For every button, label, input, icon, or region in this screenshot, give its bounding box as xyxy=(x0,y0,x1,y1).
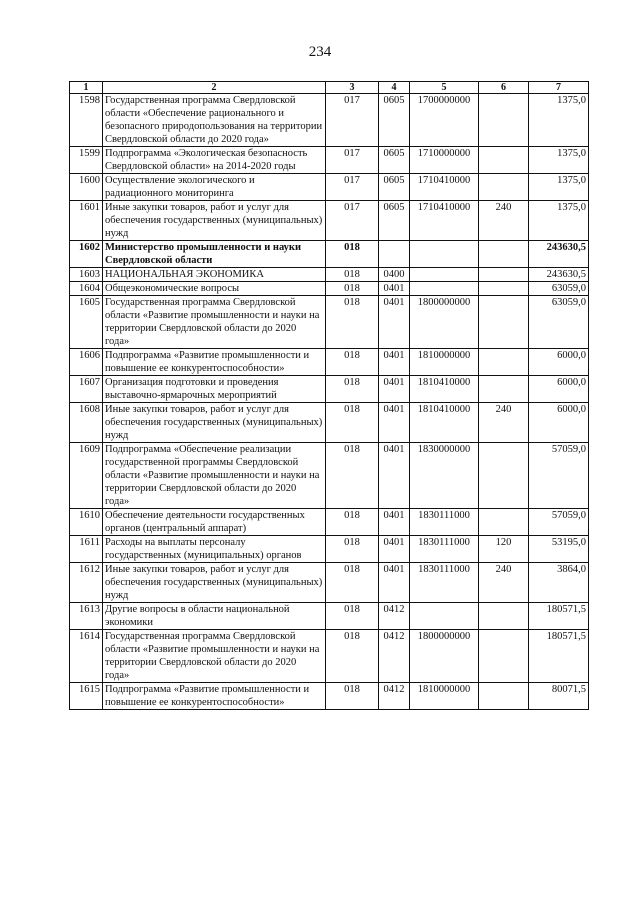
section-code-cell: 0401 xyxy=(379,376,410,403)
row-number-cell: 1611 xyxy=(70,536,103,563)
amount-cell: 57059,0 xyxy=(529,443,589,509)
table-row xyxy=(70,563,589,603)
ministry-code-cell: 017 xyxy=(326,201,379,241)
expense-type-cell xyxy=(479,683,529,710)
row-number-cell: 1604 xyxy=(70,282,103,296)
table-row xyxy=(70,296,589,349)
row-number-cell: 1603 xyxy=(70,268,103,282)
amount-cell: 180571,5 xyxy=(529,603,589,630)
row-name-cell: Организация подготовки и проведения выставочно-ярмарочных мероприятий xyxy=(103,376,326,403)
expense-type-cell: 120 xyxy=(479,536,529,563)
target-article-cell xyxy=(410,241,479,268)
ministry-code-cell: 018 xyxy=(326,630,379,683)
ministry-code-cell: 018 xyxy=(326,509,379,536)
target-article-cell: 1810000000 xyxy=(410,683,479,710)
target-article-cell: 1710410000 xyxy=(410,174,479,201)
expense-type-cell xyxy=(479,268,529,282)
row-number-cell: 1612 xyxy=(70,563,103,603)
ministry-code-cell: 018 xyxy=(326,603,379,630)
amount-cell: 53195,0 xyxy=(529,536,589,563)
section-code-cell: 0401 xyxy=(379,443,410,509)
expense-type-cell xyxy=(479,174,529,201)
amount-cell: 1375,0 xyxy=(529,94,589,147)
row-name-cell: Подпрограмма «Развитие промышленности и повышение ее конкурентоспособности» xyxy=(103,349,326,376)
table-row xyxy=(70,147,589,174)
row-name-cell: Иные закупки товаров, работ и услуг для обеспечения государственных (муниципальных) нужд xyxy=(103,403,326,443)
row-number-cell: 1602 xyxy=(70,241,103,268)
ministry-code-cell: 018 xyxy=(326,282,379,296)
expense-type-cell xyxy=(479,241,529,268)
expense-type-cell xyxy=(479,443,529,509)
amount-cell: 243630,5 xyxy=(529,268,589,282)
amount-cell: 180571,5 xyxy=(529,630,589,683)
section-code-cell: 0605 xyxy=(379,174,410,201)
target-article-cell xyxy=(410,268,479,282)
row-number-cell: 1605 xyxy=(70,296,103,349)
row-name-cell: Подпрограмма «Обеспечение реализации государственной программы Свердловской области «Развитие промышленности и науки на территории Свердловской области до 2020 года» xyxy=(103,443,326,509)
amount-cell: 80071,5 xyxy=(529,683,589,710)
target-article-cell: 1810410000 xyxy=(410,376,479,403)
row-number-cell: 1609 xyxy=(70,443,103,509)
expense-type-cell xyxy=(479,94,529,147)
expense-type-cell xyxy=(479,147,529,174)
ministry-code-cell: 018 xyxy=(326,536,379,563)
section-code-cell: 0605 xyxy=(379,147,410,174)
target-article-cell: 1830000000 xyxy=(410,443,479,509)
ministry-code-cell: 018 xyxy=(326,296,379,349)
column-header: 3 xyxy=(326,82,379,94)
expense-type-cell xyxy=(479,296,529,349)
table-row xyxy=(70,282,589,296)
amount-cell: 6000,0 xyxy=(529,376,589,403)
row-name-cell: Обеспечение деятельности государственных органов (центральный аппарат) xyxy=(103,509,326,536)
column-header: 7 xyxy=(529,82,589,94)
section-code-cell: 0412 xyxy=(379,683,410,710)
section-code-cell: 0401 xyxy=(379,403,410,443)
target-article-cell: 1700000000 xyxy=(410,94,479,147)
expense-type-cell xyxy=(479,349,529,376)
ministry-code-cell: 018 xyxy=(326,268,379,282)
table-row xyxy=(70,376,589,403)
row-number-cell: 1615 xyxy=(70,683,103,710)
target-article-cell: 1710000000 xyxy=(410,147,479,174)
ministry-code-cell: 017 xyxy=(326,174,379,201)
target-article-cell: 1830111000 xyxy=(410,509,479,536)
column-header: 6 xyxy=(479,82,529,94)
page-number: 234 xyxy=(308,44,332,60)
table-body xyxy=(70,94,589,710)
row-name-cell: Иные закупки товаров, работ и услуг для обеспечения государственных (муниципальных) нужд xyxy=(103,201,326,241)
budget-table xyxy=(69,81,589,710)
target-article-cell: 1810000000 xyxy=(410,349,479,376)
row-number-cell: 1614 xyxy=(70,630,103,683)
section-code-cell: 0401 xyxy=(379,563,410,603)
target-article-cell xyxy=(410,603,479,630)
table-row xyxy=(70,509,589,536)
amount-cell: 243630,5 xyxy=(529,241,589,268)
row-number-cell: 1601 xyxy=(70,201,103,241)
section-code-cell: 0401 xyxy=(379,536,410,563)
row-name-cell: Расходы на выплаты персоналу государственных (муниципальных) органов xyxy=(103,536,326,563)
row-number-cell: 1598 xyxy=(70,94,103,147)
column-header: 2 xyxy=(103,82,326,94)
amount-cell: 6000,0 xyxy=(529,403,589,443)
table-row xyxy=(70,174,589,201)
ministry-code-cell: 018 xyxy=(326,241,379,268)
section-code-cell: 0401 xyxy=(379,282,410,296)
target-article-cell xyxy=(410,282,479,296)
ministry-code-cell: 018 xyxy=(326,563,379,603)
ministry-code-cell: 018 xyxy=(326,349,379,376)
target-article-cell: 1810410000 xyxy=(410,403,479,443)
column-header: 1 xyxy=(70,82,103,94)
ministry-code-cell: 018 xyxy=(326,376,379,403)
table-row xyxy=(70,443,589,509)
section-code-cell: 0400 xyxy=(379,268,410,282)
expense-type-cell xyxy=(479,630,529,683)
amount-cell: 57059,0 xyxy=(529,509,589,536)
amount-cell: 3864,0 xyxy=(529,563,589,603)
header-row xyxy=(70,82,589,94)
table-row xyxy=(70,683,589,710)
table-row xyxy=(70,201,589,241)
section-code-cell: 0412 xyxy=(379,630,410,683)
row-number-cell: 1613 xyxy=(70,603,103,630)
ministry-code-cell: 018 xyxy=(326,443,379,509)
column-header: 5 xyxy=(410,82,479,94)
row-name-cell: Подпрограмма «Развитие промышленности и повышение ее конкурентоспособности» xyxy=(103,683,326,710)
expense-type-cell xyxy=(479,376,529,403)
expense-type-cell: 240 xyxy=(479,403,529,443)
row-name-cell: Государственная программа Свердловской области «Развитие промышленности и науки на территории Свердловской области до 2020 года» xyxy=(103,296,326,349)
target-article-cell: 1830111000 xyxy=(410,563,479,603)
expense-type-cell: 240 xyxy=(479,563,529,603)
row-number-cell: 1606 xyxy=(70,349,103,376)
ministry-code-cell: 017 xyxy=(326,94,379,147)
table-row xyxy=(70,630,589,683)
row-name-cell: Общеэкономические вопросы xyxy=(103,282,326,296)
amount-cell: 1375,0 xyxy=(529,201,589,241)
row-name-cell: Государственная программа Свердловской области «Развитие промышленности и науки на территории Свердловской области до 2020 года» xyxy=(103,630,326,683)
section-code-cell xyxy=(379,241,410,268)
row-number-cell: 1599 xyxy=(70,147,103,174)
section-code-cell: 0412 xyxy=(379,603,410,630)
expense-type-cell xyxy=(479,509,529,536)
table-row xyxy=(70,94,589,147)
amount-cell: 1375,0 xyxy=(529,174,589,201)
table-row xyxy=(70,403,589,443)
row-number-cell: 1610 xyxy=(70,509,103,536)
section-code-cell: 0605 xyxy=(379,201,410,241)
row-number-cell: 1607 xyxy=(70,376,103,403)
section-code-cell: 0605 xyxy=(379,94,410,147)
row-name-cell: Подпрограмма «Экологическая безопасность Свердловской области» на 2014-2020 годы xyxy=(103,147,326,174)
amount-cell: 6000,0 xyxy=(529,349,589,376)
row-name-cell: Государственная программа Свердловской области «Обеспечение рационального и безопасного природопользования на территории Свердловской области до 2020 года» xyxy=(103,94,326,147)
table-row xyxy=(70,268,589,282)
row-name-cell: Иные закупки товаров, работ и услуг для обеспечения государственных (муниципальных) нужд xyxy=(103,563,326,603)
table-row xyxy=(70,536,589,563)
row-name-cell: НАЦИОНАЛЬНАЯ ЭКОНОМИКА xyxy=(103,268,326,282)
table-row xyxy=(70,349,589,376)
expense-type-cell xyxy=(479,603,529,630)
expense-type-cell: 240 xyxy=(479,201,529,241)
amount-cell: 63059,0 xyxy=(529,296,589,349)
row-number-cell: 1600 xyxy=(70,174,103,201)
target-article-cell: 1710410000 xyxy=(410,201,479,241)
section-code-cell: 0401 xyxy=(379,509,410,536)
target-article-cell: 1800000000 xyxy=(410,630,479,683)
row-number-cell: 1608 xyxy=(70,403,103,443)
table-row xyxy=(70,241,589,268)
target-article-cell: 1800000000 xyxy=(410,296,479,349)
expense-type-cell xyxy=(479,282,529,296)
section-code-cell: 0401 xyxy=(379,296,410,349)
amount-cell: 63059,0 xyxy=(529,282,589,296)
amount-cell: 1375,0 xyxy=(529,147,589,174)
row-name-cell: Другие вопросы в области национальной экономики xyxy=(103,603,326,630)
row-name-cell: Министерство промышленности и науки Свердловской области xyxy=(103,241,326,268)
table-row xyxy=(70,603,589,630)
ministry-code-cell: 018 xyxy=(326,403,379,443)
ministry-code-cell: 018 xyxy=(326,683,379,710)
target-article-cell: 1830111000 xyxy=(410,536,479,563)
ministry-code-cell: 017 xyxy=(326,147,379,174)
section-code-cell: 0401 xyxy=(379,349,410,376)
row-name-cell: Осуществление экологического и радиационного мониторинга xyxy=(103,174,326,201)
column-header: 4 xyxy=(379,82,410,94)
